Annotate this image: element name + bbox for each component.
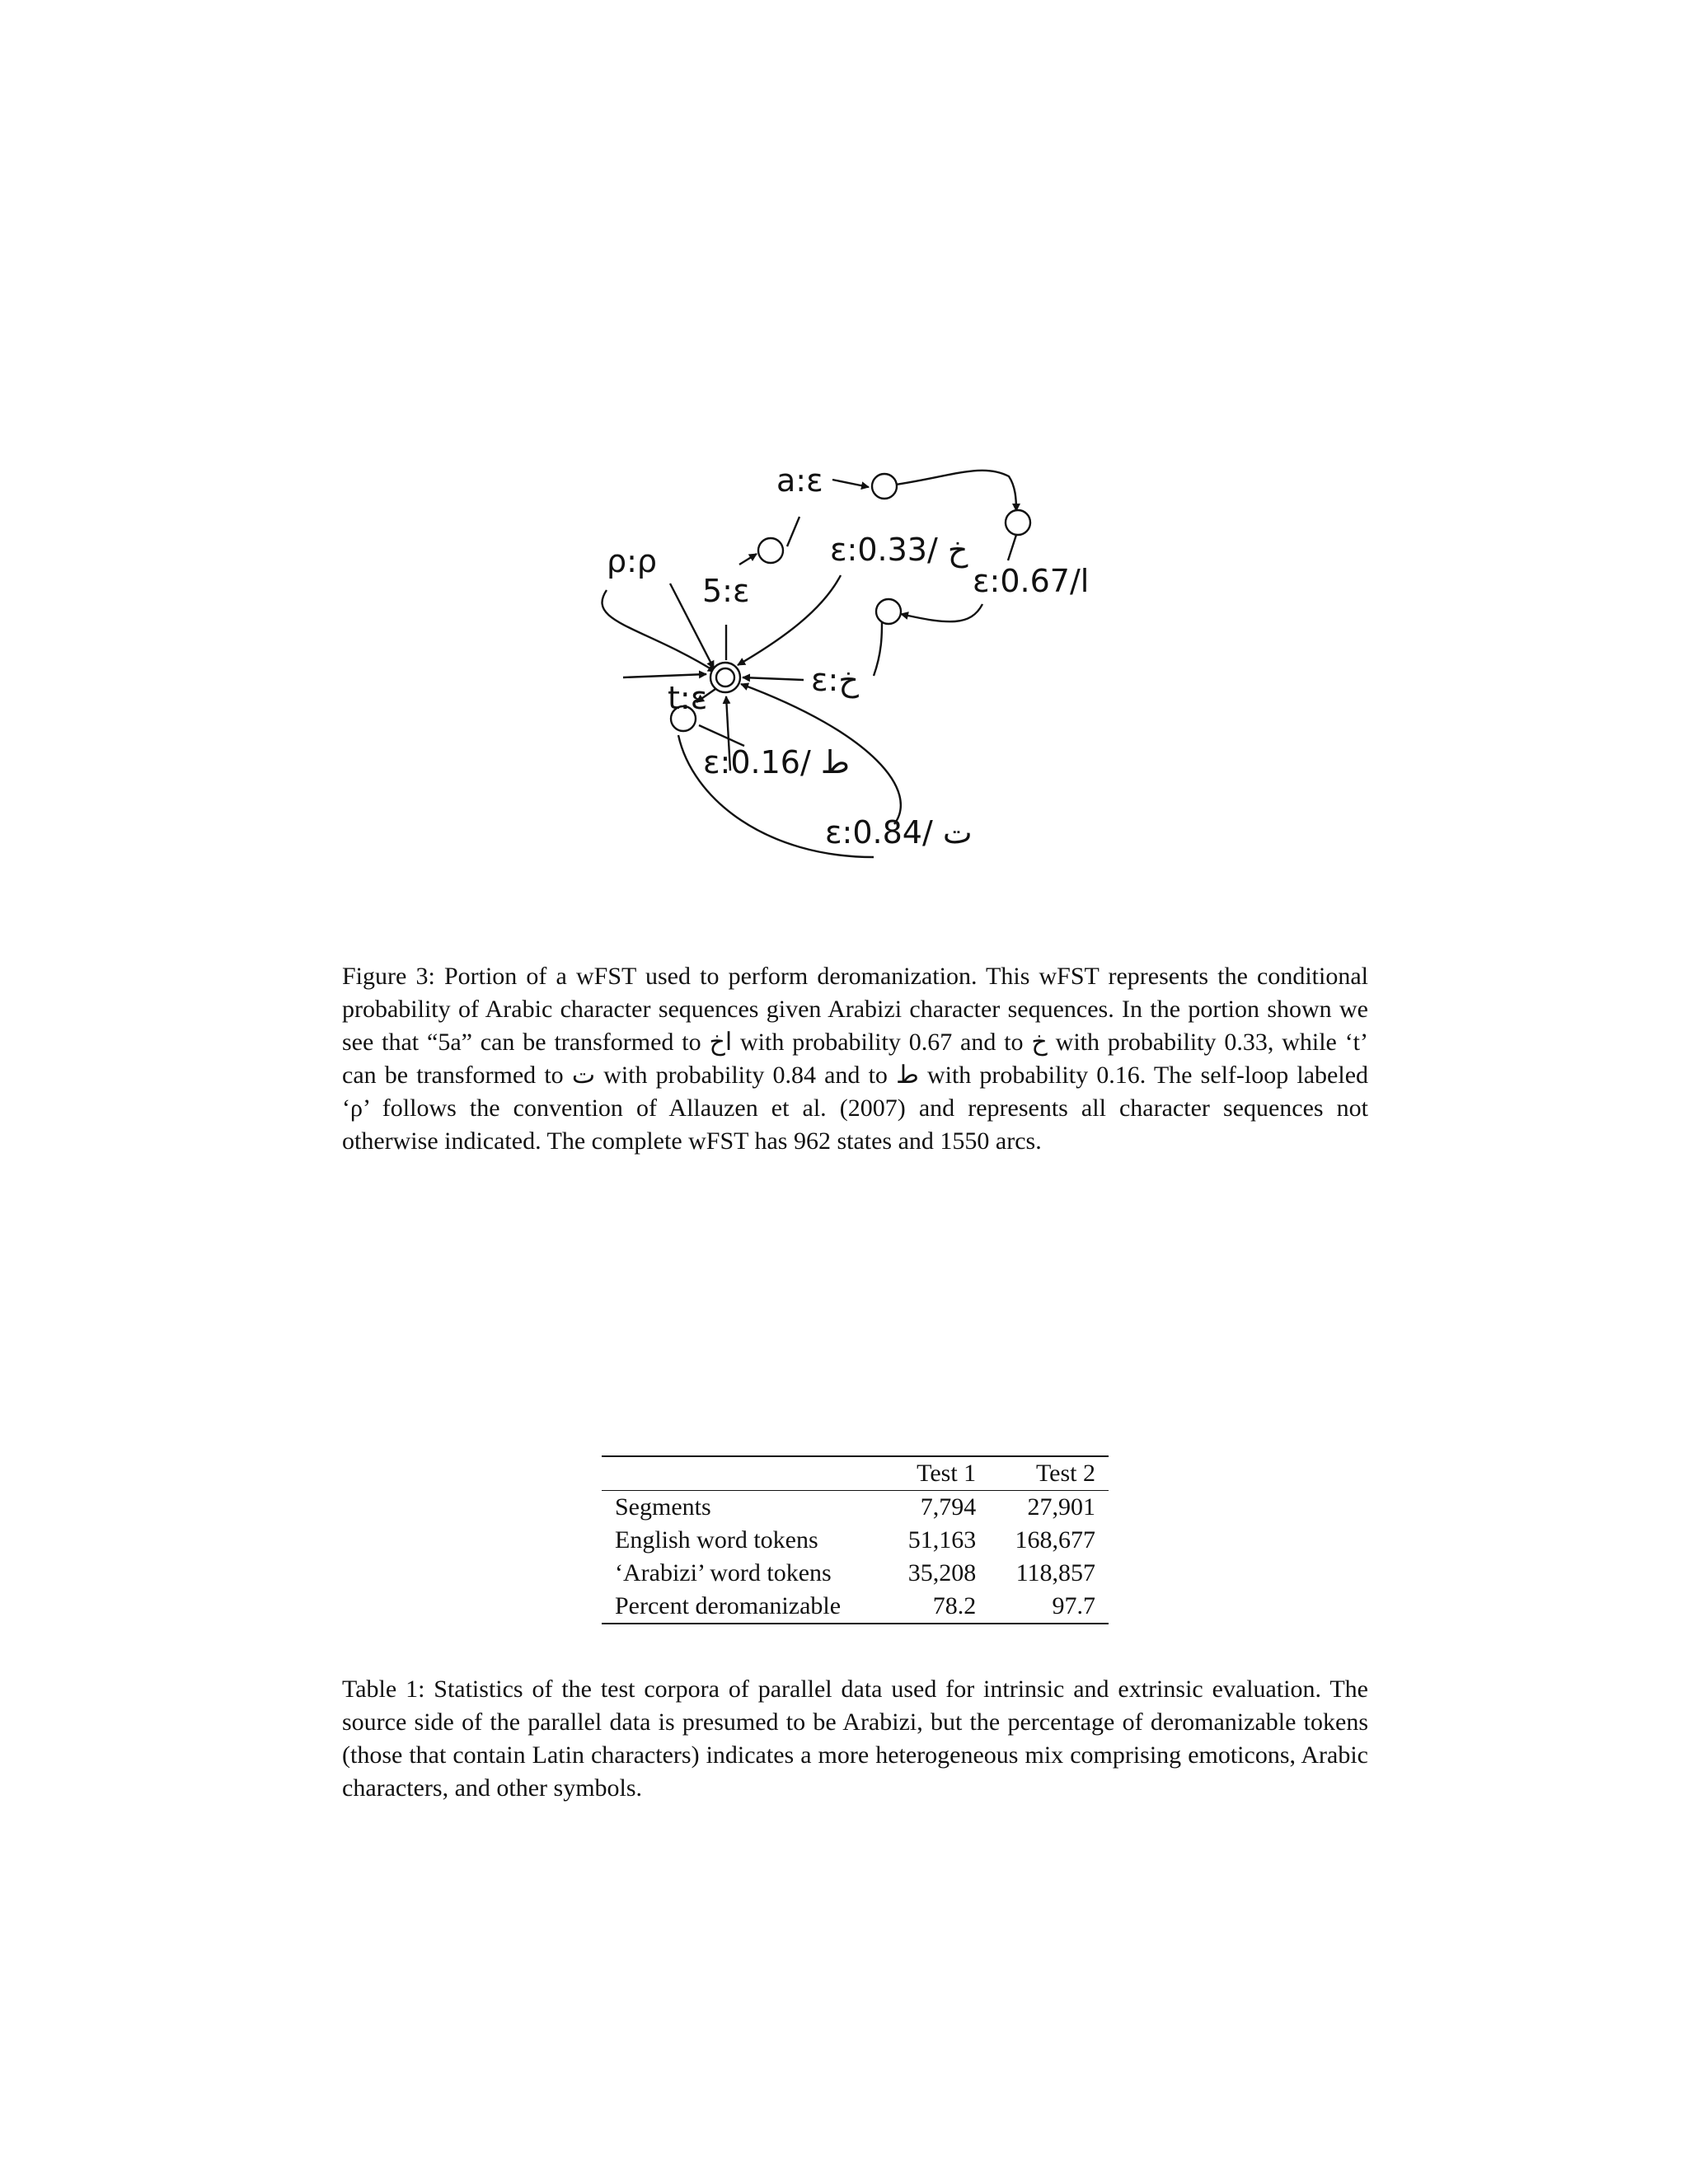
table-cell: 168,677 xyxy=(1015,1526,1095,1554)
edge-kha-in xyxy=(743,677,804,680)
table-cell: ‘Arabizi’ word tokens xyxy=(615,1559,832,1586)
wfst-diagram xyxy=(560,437,1137,882)
table-row xyxy=(602,1557,1109,1590)
edge-rho-loop xyxy=(603,590,715,672)
table-cell: 7,794 xyxy=(920,1493,977,1521)
edge-alef-curve xyxy=(901,604,982,621)
label-t-eps: t:ɛ xyxy=(668,680,708,716)
edge-top-curve xyxy=(884,471,1016,511)
label-eps-alef-067: ɛ:ا/0.67 xyxy=(973,563,1090,599)
table-header-cell: Test 2 xyxy=(1035,1460,1095,1487)
label-five-eps: 5:ɛ xyxy=(702,573,750,609)
table-row xyxy=(602,1524,1109,1557)
label-eps-tah-016: ɛ:ط /0.16 xyxy=(703,744,850,780)
edge-kha-033 xyxy=(738,575,841,665)
table-cell: 97.7 xyxy=(1052,1592,1095,1619)
edge-alef xyxy=(1008,535,1016,560)
wfst-figure xyxy=(560,437,1137,882)
edge-five-arrow xyxy=(739,554,757,565)
label-eps-kha-033: ɛ:خ /0.33 xyxy=(830,532,968,568)
state-2 xyxy=(872,474,897,499)
stats-table xyxy=(602,1455,1109,1624)
table-caption: Table 1: Statistics of the test corpora of parallel data used for intrinsic and extrinsic evaluation. The source side of the parallel data is presumed to be Arabizi, but the percentage of deromanizable tokens (those that contain Latin characters) indicates a more heterogeneous mix comprising emoticons, Arabic characters, and other symbols. xyxy=(342,1675,1368,1802)
table-row xyxy=(602,1590,1109,1624)
edge-a xyxy=(787,517,799,546)
edge-a-arrow xyxy=(832,480,869,487)
table-row xyxy=(602,1491,1109,1525)
edge-kha-up xyxy=(874,622,882,676)
state-1 xyxy=(758,538,783,563)
state-final-inner xyxy=(716,668,734,687)
figure-caption: Figure 3: Portion of a wFST used to perform deromanization. This wFST represents the conditional probability of Arabic character sequences given Arabizi character sequences. In the portion shown we see that “5a” can be transformed to اخ with probability 0.67 and to خ with probability 0.33, while ‘t’ can be transformed to ت with probability 0.84 and to ط with probability 0.16. The self-loop labeled ‘ρ’ follows the convention of Allauzen et al. (2007) and represents all character sequences not otherwise indicated. The complete wFST has 962 states and 1550 arcs. xyxy=(342,963,1369,1155)
table-cell: 51,163 xyxy=(907,1526,977,1554)
table-cell: 118,857 xyxy=(1015,1559,1095,1586)
state-4 xyxy=(876,599,901,624)
table-cell: 27,901 xyxy=(1027,1493,1095,1521)
label-rho: ρ:ρ xyxy=(607,543,658,579)
label-a-eps: a:ɛ xyxy=(776,462,823,499)
table-header-cell xyxy=(602,1456,884,1491)
edge-tah-line xyxy=(699,725,744,746)
table-cell: Percent deromanizable xyxy=(615,1592,842,1619)
table-cell: 78.2 xyxy=(932,1592,977,1619)
state-3 xyxy=(1006,510,1030,535)
edge-start xyxy=(623,674,706,677)
label-eps-teh-084: ɛ:ت /0.84 xyxy=(825,814,973,851)
table-cell: English word tokens xyxy=(615,1526,818,1554)
table-header-row xyxy=(602,1456,1109,1491)
label-eps-kha: ɛ:خ xyxy=(811,662,859,698)
table-cell: Segments xyxy=(615,1493,711,1521)
table-cell: 35,208 xyxy=(907,1559,977,1586)
table-header-cell: Test 1 xyxy=(917,1460,977,1487)
